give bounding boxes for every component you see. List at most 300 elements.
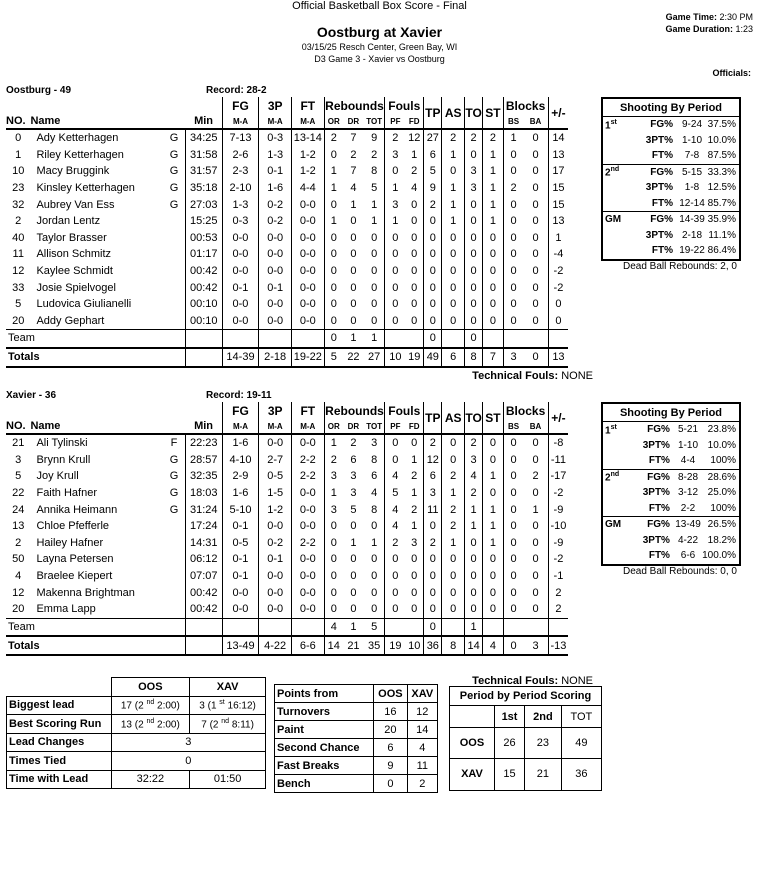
player-number: 12 (12, 265, 25, 278)
team-points: 0 (424, 330, 442, 348)
totals-steals: 4 (483, 636, 503, 655)
player-minutes: 07:07 (185, 568, 222, 585)
player-minutes: 06:12 (185, 551, 222, 568)
player-bs: 1 (503, 129, 523, 147)
player-row (6, 129, 593, 147)
player-position: G (169, 503, 179, 516)
player-points: 3 (424, 485, 442, 502)
player-turnovers: 1 (464, 501, 482, 518)
player-plus-minus: 0 (548, 296, 568, 313)
player-plus-minus: 13 (548, 147, 568, 164)
totals-3p: 4-22 (259, 636, 292, 655)
shooting-period (603, 228, 627, 244)
shooting-made-attempted: 4-4 (680, 455, 696, 467)
player-ba: 0 (532, 248, 539, 261)
player-fd: 0 (411, 553, 418, 566)
lead-row (7, 696, 266, 715)
totals-row (6, 636, 593, 655)
player-fd: 1 (411, 148, 418, 161)
player-plus-minus: -11 (548, 452, 568, 469)
player-row (6, 551, 593, 568)
player-row (6, 147, 593, 164)
player-steals: 0 (483, 601, 503, 618)
player-number: 2 (15, 215, 22, 228)
player-steals: 1 (483, 213, 503, 230)
player-3p: 0-0 (259, 263, 292, 280)
blocks-header: Blocks (503, 402, 548, 419)
player-pf: 3 (385, 196, 405, 213)
player-position: G (169, 165, 179, 178)
shooting-period (603, 453, 626, 469)
player-name: Faith Hafner (36, 487, 97, 500)
game-date-venue: 03/15/25 Resch Center, Green Bay, WI (301, 42, 458, 52)
player-assists: 0 (442, 230, 464, 247)
player-fd: 0 (411, 314, 418, 327)
points-from-oos: 20 (374, 721, 407, 739)
player-position: G (169, 487, 179, 500)
player-bs: 0 (503, 263, 523, 280)
player-turnovers: 0 (464, 246, 482, 263)
player-name: Joy Krull (36, 470, 79, 483)
points-from-row (275, 721, 438, 739)
shooting-pct: 87.5% (707, 150, 736, 162)
totals-ft: 19-22 (291, 348, 324, 367)
player-assists: 1 (442, 485, 464, 502)
player-pf: 4 (385, 501, 405, 518)
player-3p: 1-5 (259, 485, 292, 502)
bs-header: BS (503, 419, 523, 434)
player-points: 0 (424, 568, 442, 585)
player-position: F (163, 434, 185, 452)
player-fd: 2 (411, 470, 418, 483)
player-name: Braelee Kiepert (36, 570, 113, 583)
totals-turnovers: 8 (464, 348, 482, 367)
totals-or: 5 (324, 348, 343, 367)
player-3p: 0-0 (259, 246, 292, 263)
shooting-stat: FT% (648, 550, 670, 562)
shooting-period: GM (603, 517, 626, 533)
player-minutes: 00:42 (185, 279, 222, 296)
shooting-stat: 3PT% (642, 534, 670, 546)
player-minutes: 00:53 (185, 230, 222, 247)
period-2nd-score: 21 (525, 759, 562, 790)
shooting-period (603, 243, 627, 259)
player-ba: 0 (532, 553, 539, 566)
player-turnovers: 0 (464, 568, 482, 585)
rebounds-header: Rebounds (325, 403, 384, 418)
player-reb-tot: 0 (371, 586, 378, 599)
player-fg: 2-10 (222, 180, 259, 197)
shooting-pct: 33.3% (707, 164, 739, 180)
totals-label: Totals (6, 348, 185, 367)
shooting-pct: 25.0% (707, 487, 736, 499)
shooting-stat: FG% (627, 164, 677, 180)
player-turnovers: 0 (464, 263, 482, 280)
player-fd: 12 (405, 129, 423, 147)
player-ft: 0-0 (291, 196, 324, 213)
lead-value: 13 (2 $^{nd}$ 2:00) (111, 715, 190, 734)
shooting-pct: 100% (710, 502, 736, 514)
lead-col-oos: OOS (111, 678, 190, 697)
totals-dr: 22 (343, 348, 364, 367)
player-number: 4 (15, 570, 22, 583)
player-reb-tot: 2 (371, 148, 378, 161)
player-fg: 2-3 (222, 163, 259, 180)
lead-value: 7 (2 $^{nd}$ 8:11) (190, 715, 266, 734)
lead-changes: 3 (111, 733, 266, 752)
period-total-score: 36 (561, 759, 601, 790)
player-bs: 0 (503, 434, 523, 452)
player-bs: 0 (503, 196, 523, 213)
lead-row (7, 770, 266, 789)
player-turnovers: 0 (464, 196, 482, 213)
player-reb-tot: 8 (371, 503, 378, 516)
player-assists: 0 (442, 434, 464, 452)
points-from-xav: 4 (407, 739, 437, 757)
player-row (6, 279, 593, 296)
lead-value: 17 (2 $^{nd}$ 2:00) (111, 696, 190, 715)
totals-ft: 6-6 (291, 636, 324, 655)
player-or: 1 (324, 434, 343, 452)
player-fd: 0 (411, 231, 418, 244)
team-record: Record: 19-11 (206, 390, 272, 401)
player-reb-tot: 3 (364, 434, 385, 452)
lead-changes-label: Lead Changes (7, 733, 112, 752)
player-position: G (169, 470, 179, 483)
team-or: 4 (324, 618, 343, 636)
player-reb-tot: 0 (371, 281, 378, 294)
player-fg: 0-0 (222, 313, 259, 330)
player-or: 0 (324, 313, 343, 330)
player-number: 50 (12, 553, 25, 566)
player-dr: 0 (350, 231, 357, 244)
player-ba: 0 (532, 165, 539, 178)
shooting-made-attempted: 14-39 (677, 212, 707, 228)
player-number: 23 (12, 182, 25, 195)
player-or: 0 (324, 535, 343, 552)
lead-row (7, 733, 266, 752)
player-3p: 0-0 (259, 434, 292, 452)
totals-bs: 3 (503, 348, 523, 367)
shooting-row (603, 501, 739, 517)
min-header: Min (194, 420, 214, 432)
shooting-period (603, 196, 627, 212)
shooting-period: 1st (605, 423, 617, 436)
player-fd: 1 (411, 453, 418, 466)
shooting-row (603, 548, 739, 564)
player-ft: 1-2 (291, 147, 324, 164)
shooting-row (603, 422, 739, 438)
player-3p: 0-0 (259, 518, 292, 535)
team-row (6, 618, 593, 636)
player-points: 0 (424, 551, 442, 568)
team-or: 0 (324, 330, 343, 348)
shooting-stat: FG% (626, 469, 674, 485)
player-reb-tot: 6 (371, 470, 378, 483)
player-assists: 2 (442, 468, 464, 485)
player-ba: 1 (532, 503, 539, 516)
player-name: Aubrey Van Ess (36, 198, 115, 211)
player-assists: 0 (442, 313, 464, 330)
player-dr: 3 (350, 470, 357, 483)
player-name: Makenna Brightman (36, 586, 135, 599)
player-fg: 1-3 (222, 196, 259, 213)
shooting-made-attempted: 5-15 (677, 164, 707, 180)
player-dr: 0 (350, 570, 357, 583)
totals-3p: 2-18 (259, 348, 292, 367)
officials-label: Officials: (712, 68, 751, 78)
player-pf: 0 (385, 163, 405, 180)
player-pf: 5 (385, 485, 405, 502)
player-dr: 0 (350, 553, 357, 566)
player-row (6, 196, 593, 213)
ba-header: BA (529, 116, 542, 126)
player-points: 0 (424, 279, 442, 296)
shooting-period (603, 533, 626, 549)
player-name: Jordan Lentz (36, 215, 101, 228)
player-3p: 0-5 (259, 468, 292, 485)
player-reb-tot: 0 (371, 298, 378, 311)
player-turnovers: 4 (464, 468, 482, 485)
player-assists: 0 (442, 601, 464, 618)
totals-label: Totals (6, 636, 185, 655)
player-row (6, 518, 593, 535)
player-dr: 0 (350, 248, 357, 261)
player-reb-tot: 1 (371, 198, 378, 211)
totals-ba: 3 (524, 636, 548, 655)
lead-value: 3 (1 $^{st}$ 16:12) (190, 696, 266, 715)
player-plus-minus: -2 (548, 551, 568, 568)
player-ba: 0 (532, 314, 539, 327)
player-name: Ludovica Giulianelli (36, 298, 132, 311)
shooting-stat: FT% (648, 502, 670, 514)
player-name: Ady Ketterhagen (30, 129, 163, 147)
shooting-row (603, 517, 739, 533)
player-reb-tot: 1 (371, 536, 378, 549)
points-from-xav: 14 (407, 721, 437, 739)
totals-fd: 19 (405, 348, 423, 367)
player-ft: 1-2 (291, 163, 324, 180)
player-position (163, 313, 185, 330)
fg-header: FG (222, 97, 259, 114)
player-number: 5 (15, 298, 22, 311)
player-minutes: 22:23 (185, 434, 222, 452)
shooting-period (603, 438, 626, 454)
player-fg: 0-1 (222, 279, 259, 296)
tot-header: TOT (366, 116, 383, 126)
player-points: 0 (424, 213, 442, 230)
player-row (6, 296, 593, 313)
player-bs: 0 (503, 279, 523, 296)
points-from-label: Paint (275, 721, 374, 739)
totals-assists: 8 (442, 636, 464, 655)
name-header: Name (30, 420, 61, 432)
player-or: 3 (324, 468, 343, 485)
player-number: 22 (12, 487, 25, 500)
player-3p: 0-1 (259, 163, 292, 180)
player-position (163, 213, 185, 230)
player-minutes: 17:24 (185, 518, 222, 535)
team-dr: 1 (343, 618, 364, 636)
player-dr: 0 (350, 520, 357, 533)
player-minutes: 00:42 (185, 263, 222, 280)
player-minutes: 28:57 (185, 452, 222, 469)
player-ft: 0-0 (291, 296, 324, 313)
shooting-pct: 10.0% (707, 134, 736, 146)
player-turnovers: 0 (464, 584, 482, 601)
player-name: Ali Tylinski (30, 434, 163, 452)
totals-points: 49 (424, 348, 442, 367)
period-row (450, 759, 601, 790)
player-minutes: 01:17 (185, 246, 222, 263)
player-points: 2 (424, 434, 442, 452)
player-number: 2 (15, 536, 22, 549)
player-number: 11 (12, 248, 24, 261)
as-header: AS (442, 97, 464, 129)
player-plus-minus: -10 (548, 518, 568, 535)
name-header: Name (30, 115, 61, 127)
player-plus-minus: -2 (548, 279, 568, 296)
player-ft: 0-0 (291, 213, 324, 230)
player-assists: 0 (442, 279, 464, 296)
player-name: Kaylee Schmidt (36, 265, 113, 278)
totals-assists: 6 (442, 348, 464, 367)
player-row (6, 501, 593, 518)
player-fd: 0 (411, 298, 418, 311)
box-score-table (6, 402, 593, 656)
player-points: 9 (424, 180, 442, 197)
player-fd: 3 (411, 536, 418, 549)
to-header: TO (464, 402, 482, 434)
player-fd: 0 (411, 215, 418, 228)
player-or: 1 (324, 213, 343, 230)
player-ba: 0 (532, 586, 539, 599)
player-bs: 0 (503, 213, 523, 230)
team-header (6, 390, 272, 401)
pf-header: PF (385, 419, 405, 434)
player-fg: 1-6 (222, 485, 259, 502)
shooting-period: 2nd (603, 469, 626, 485)
period-scoring-title: Period by Period Scoring (450, 687, 601, 706)
shooting-stat: FT% (648, 455, 670, 467)
points-from-xav: 2 (407, 775, 437, 793)
player-minutes: 31:57 (185, 163, 222, 180)
report-title: Official Basketball Box Score - Final (292, 0, 467, 12)
shooting-period: 2nd (603, 164, 627, 180)
player-ba: 0 (532, 231, 539, 244)
shooting-made-attempted: 4-22 (678, 534, 699, 546)
team-turnovers: 1 (464, 618, 482, 636)
player-number: 13 (12, 520, 25, 533)
player-row (6, 468, 593, 485)
player-bs: 0 (503, 485, 523, 502)
player-points: 0 (424, 584, 442, 601)
player-steals: 0 (483, 584, 503, 601)
technical-fouls-value: NONE (561, 675, 593, 687)
player-reb-tot: 0 (371, 248, 378, 261)
team-name: Xavier - 36 (6, 390, 57, 401)
shooting-pct: 26.5% (702, 517, 739, 533)
shooting-pct: 100.0% (702, 550, 736, 562)
player-row (6, 230, 593, 247)
player-steals: 0 (483, 485, 503, 502)
player-name: Macy Bruggink (36, 165, 110, 178)
player-reb-tot: 8 (371, 453, 378, 466)
player-or: 0 (324, 279, 343, 296)
player-ft: 0-0 (291, 279, 324, 296)
shooting-made-attempted: 19-22 (679, 245, 705, 257)
team-row-label: Team (6, 330, 185, 348)
player-ba: 0 (532, 298, 539, 311)
player-steals: 0 (483, 452, 503, 469)
player-row (6, 163, 593, 180)
game-description: D3 Game 3 - Xavier vs Oostburg (314, 54, 445, 64)
rebounds-header: Rebounds (325, 98, 384, 113)
player-ft: 0-0 (291, 263, 324, 280)
player-dr: 2 (350, 148, 357, 161)
player-or: 0 (324, 147, 343, 164)
player-row (6, 601, 593, 618)
fouls-header: Fouls (385, 402, 424, 419)
player-fg: 7-13 (222, 129, 259, 147)
player-3p: 0-2 (259, 535, 292, 552)
player-3p: 0-0 (259, 568, 292, 585)
player-dr: 0 (350, 314, 357, 327)
player-assists: 1 (442, 147, 464, 164)
shooting-pct: 28.6% (702, 469, 739, 485)
shooting-stat: FG% (647, 424, 670, 436)
team-record: Record: 28-2 (206, 85, 267, 96)
player-steals: 1 (483, 468, 503, 485)
game-time: 2:30 PM (719, 12, 753, 22)
as-header: AS (442, 402, 464, 434)
player-assists: 0 (442, 568, 464, 585)
player-row (6, 485, 593, 502)
player-ba: 0 (532, 148, 539, 161)
points-col-oos: OOS (374, 685, 407, 703)
player-bs: 0 (503, 230, 523, 247)
shooting-row (603, 212, 739, 228)
player-or: 3 (324, 501, 343, 518)
player-row (6, 434, 593, 452)
player-ba: 0 (532, 603, 539, 616)
lead-table (6, 677, 266, 789)
player-position: G (169, 148, 179, 161)
player-or: 0 (324, 551, 343, 568)
player-ba: 0 (524, 434, 548, 452)
totals-pf: 10 (385, 348, 405, 367)
3p-ma-header: M-A (259, 419, 292, 434)
player-assists: 2 (442, 129, 464, 147)
player-pf: 4 (385, 468, 405, 485)
shooting-made-attempted: 8-28 (674, 469, 702, 485)
player-minutes: 00:42 (185, 584, 222, 601)
player-plus-minus: 1 (548, 230, 568, 247)
totals-pf: 19 (385, 636, 405, 655)
player-bs: 0 (503, 246, 523, 263)
or-header: OR (324, 114, 343, 129)
shooting-pct: 18.2% (707, 534, 736, 546)
player-plus-minus: 15 (548, 180, 568, 197)
totals-turnovers: 14 (464, 636, 482, 655)
player-turnovers: 3 (464, 180, 482, 197)
player-name: Riley Ketterhagen (36, 148, 124, 161)
player-turnovers: 0 (464, 601, 482, 618)
player-number: 10 (12, 165, 25, 178)
player-assists: 1 (442, 196, 464, 213)
player-position (163, 601, 185, 618)
shooting-period (603, 133, 627, 149)
